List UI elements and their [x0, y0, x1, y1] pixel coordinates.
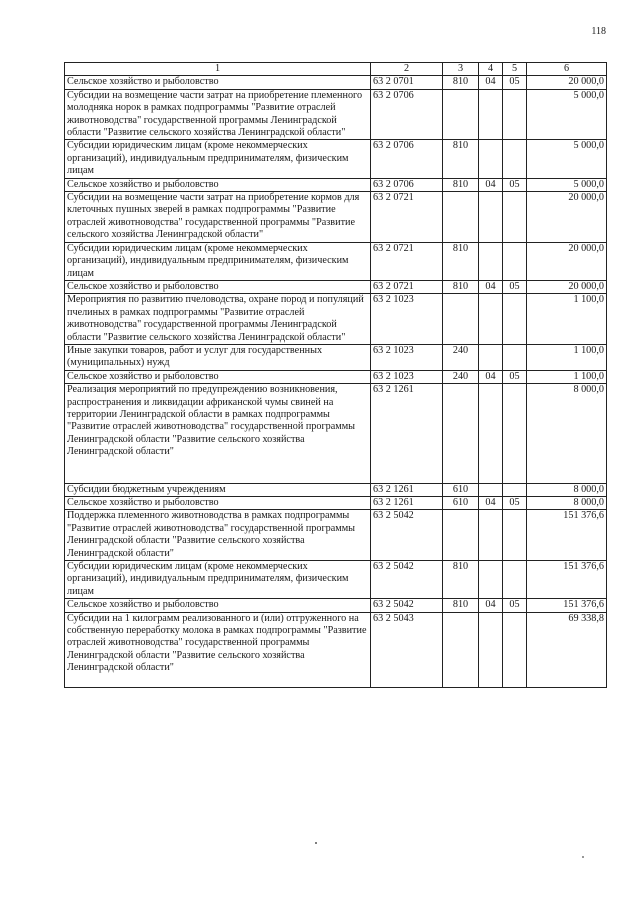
row-code: 63 2 1023	[371, 294, 443, 345]
row-code: 63 2 0706	[371, 89, 443, 140]
page-number: 118	[591, 26, 606, 37]
row-amount: 5 000,0	[527, 140, 607, 178]
table-row	[65, 497, 607, 510]
row-name: Сельское хозяйство и рыболовство	[65, 497, 371, 510]
row-name: Сельское хозяйство и рыболовство	[65, 178, 371, 191]
row-expense-type	[443, 294, 479, 345]
row-subsection	[503, 242, 527, 280]
row-section: 04	[479, 178, 503, 191]
table-row	[65, 280, 607, 293]
row-expense-type	[443, 192, 479, 243]
table-row	[65, 599, 607, 612]
row-section	[479, 89, 503, 140]
row-name: Субсидии на возмещение части затрат на приобретение племенного молодняка норок в рамках подпрограммы "Развитие отраслей животноводства" государственной программы Ленинградской области "Развитие сельского хозяйства Ленинградской области"	[65, 89, 371, 140]
row-expense-type: 810	[443, 599, 479, 612]
row-section	[479, 483, 503, 496]
row-expense-type: 810	[443, 140, 479, 178]
row-subsection	[503, 483, 527, 496]
scan-mark	[582, 856, 584, 858]
row-section	[479, 612, 503, 687]
row-code: 63 2 5042	[371, 599, 443, 612]
row-code: 63 2 5042	[371, 561, 443, 599]
row-expense-type: 240	[443, 344, 479, 370]
row-subsection	[503, 192, 527, 243]
table-row	[65, 140, 607, 178]
row-name: Иные закупки товаров, работ и услуг для государственных (муниципальных) нужд	[65, 344, 371, 370]
table-row	[65, 510, 607, 561]
row-amount: 69 338,8	[527, 612, 607, 687]
header-col-4: 4	[479, 63, 503, 76]
row-code: 63 2 1023	[371, 370, 443, 383]
row-expense-type: 810	[443, 76, 479, 89]
row-section: 04	[479, 497, 503, 510]
row-name: Субсидии юридическим лицам (кроме некоммерческих организаций), индивидуальным предпринимателям, физическим лицам	[65, 561, 371, 599]
row-expense-type: 610	[443, 497, 479, 510]
row-section	[479, 192, 503, 243]
row-name: Субсидии на возмещение части затрат на приобретение кормов для клеточных пушных зверей в рамках подпрограммы "Развитие отраслей животноводства" государственной программы "Развитие сельского хозяйства Ленинградской области"	[65, 192, 371, 243]
row-expense-type: 810	[443, 178, 479, 191]
row-amount: 5 000,0	[527, 178, 607, 191]
row-subsection: 05	[503, 497, 527, 510]
row-expense-type: 810	[443, 242, 479, 280]
row-code: 63 2 0701	[371, 76, 443, 89]
row-expense-type	[443, 612, 479, 687]
row-subsection	[503, 140, 527, 178]
row-subsection: 05	[503, 76, 527, 89]
row-expense-type	[443, 510, 479, 561]
row-code: 63 2 0706	[371, 140, 443, 178]
row-amount: 1 100,0	[527, 370, 607, 383]
row-name: Сельское хозяйство и рыболовство	[65, 370, 371, 383]
row-name: Мероприятия по развитию пчеловодства, охране пород и популяций пчелиных в рамках подпрограммы "Развитие отраслей животноводства" государственной программы Ленинградской области "Развитие сельского хозяйства Ленинградской области"	[65, 294, 371, 345]
row-code: 63 2 5043	[371, 612, 443, 687]
row-name: Поддержка племенного животноводства в рамках подпрограммы "Развитие отраслей животноводства" государственной программы Ленинградской области "Развитие сельского хозяйства Ленинградской области"	[65, 510, 371, 561]
row-amount: 5 000,0	[527, 89, 607, 140]
row-amount: 20 000,0	[527, 242, 607, 280]
row-subsection	[503, 561, 527, 599]
scan-mark	[315, 842, 317, 844]
row-section: 04	[479, 76, 503, 89]
row-code: 63 2 1023	[371, 344, 443, 370]
row-name: Реализация мероприятий по предупреждению возникновения, распространения и ликвидации африканской чумы свиней на территории Ленинградской области в рамках подпрограммы "Развитие отраслей животноводства" государственной программы Ленинградской области "Развитие сельского хозяйства Ленинградской области"	[65, 384, 371, 483]
table-row	[65, 242, 607, 280]
row-code: 63 2 0706	[371, 178, 443, 191]
table-row	[65, 178, 607, 191]
row-subsection: 05	[503, 280, 527, 293]
row-amount: 151 376,6	[527, 561, 607, 599]
row-name: Сельское хозяйство и рыболовство	[65, 599, 371, 612]
row-name: Сельское хозяйство и рыболовство	[65, 280, 371, 293]
row-section	[479, 140, 503, 178]
row-section	[479, 344, 503, 370]
header-col-3: 3	[443, 63, 479, 76]
row-section: 04	[479, 370, 503, 383]
row-code: 63 2 1261	[371, 497, 443, 510]
row-expense-type: 610	[443, 483, 479, 496]
row-section	[479, 561, 503, 599]
table-row	[65, 370, 607, 383]
row-amount: 1 100,0	[527, 294, 607, 345]
row-name: Субсидии юридическим лицам (кроме некоммерческих организаций), индивидуальным предпринимателям, физическим лицам	[65, 140, 371, 178]
row-subsection	[503, 384, 527, 483]
row-section: 04	[479, 599, 503, 612]
row-subsection	[503, 612, 527, 687]
header-col-5: 5	[503, 63, 527, 76]
row-expense-type	[443, 89, 479, 140]
table-row	[65, 192, 607, 243]
row-amount: 20 000,0	[527, 192, 607, 243]
row-subsection	[503, 510, 527, 561]
row-expense-type: 810	[443, 280, 479, 293]
row-code: 63 2 0721	[371, 192, 443, 243]
budget-table	[64, 62, 607, 688]
table-row	[65, 483, 607, 496]
row-expense-type: 810	[443, 561, 479, 599]
table-header	[65, 63, 607, 76]
row-subsection: 05	[503, 599, 527, 612]
row-code: 63 2 0721	[371, 280, 443, 293]
row-amount: 1 100,0	[527, 344, 607, 370]
row-subsection	[503, 344, 527, 370]
row-amount: 151 376,6	[527, 510, 607, 561]
row-subsection: 05	[503, 370, 527, 383]
row-code: 63 2 5042	[371, 510, 443, 561]
row-code: 63 2 1261	[371, 483, 443, 496]
row-amount: 151 376,6	[527, 599, 607, 612]
row-code: 63 2 1261	[371, 384, 443, 483]
row-subsection	[503, 89, 527, 140]
row-amount: 20 000,0	[527, 76, 607, 89]
row-section: 04	[479, 280, 503, 293]
row-amount: 20 000,0	[527, 280, 607, 293]
row-name: Сельское хозяйство и рыболовство	[65, 76, 371, 89]
row-section	[479, 384, 503, 483]
row-expense-type: 240	[443, 370, 479, 383]
table-row	[65, 344, 607, 370]
row-expense-type	[443, 384, 479, 483]
row-subsection	[503, 294, 527, 345]
row-amount: 8 000,0	[527, 384, 607, 483]
row-name: Субсидии юридическим лицам (кроме некоммерческих организаций), индивидуальным предпринимателям, физическим лицам	[65, 242, 371, 280]
header-col-2: 2	[371, 63, 443, 76]
row-name: Субсидии бюджетным учреждениям	[65, 483, 371, 496]
row-name: Субсидии на 1 килограмм реализованного и (или) отгруженного на собственную переработку молока в рамках подпрограммы "Развитие отраслей животноводства" государственной программы Ленинградской области "Развитие сельского хозяйства Ленинградской области"	[65, 612, 371, 687]
table-row	[65, 76, 607, 89]
row-amount: 8 000,0	[527, 497, 607, 510]
header-col-6: 6	[527, 63, 607, 76]
table-row	[65, 561, 607, 599]
table-row	[65, 294, 607, 345]
table-row	[65, 612, 607, 687]
row-section	[479, 294, 503, 345]
table-body	[65, 76, 607, 687]
row-code: 63 2 0721	[371, 242, 443, 280]
row-section	[479, 510, 503, 561]
row-amount: 8 000,0	[527, 483, 607, 496]
header-col-1: 1	[65, 63, 371, 76]
row-subsection: 05	[503, 178, 527, 191]
table-row	[65, 89, 607, 140]
table-row	[65, 384, 607, 483]
row-section	[479, 242, 503, 280]
